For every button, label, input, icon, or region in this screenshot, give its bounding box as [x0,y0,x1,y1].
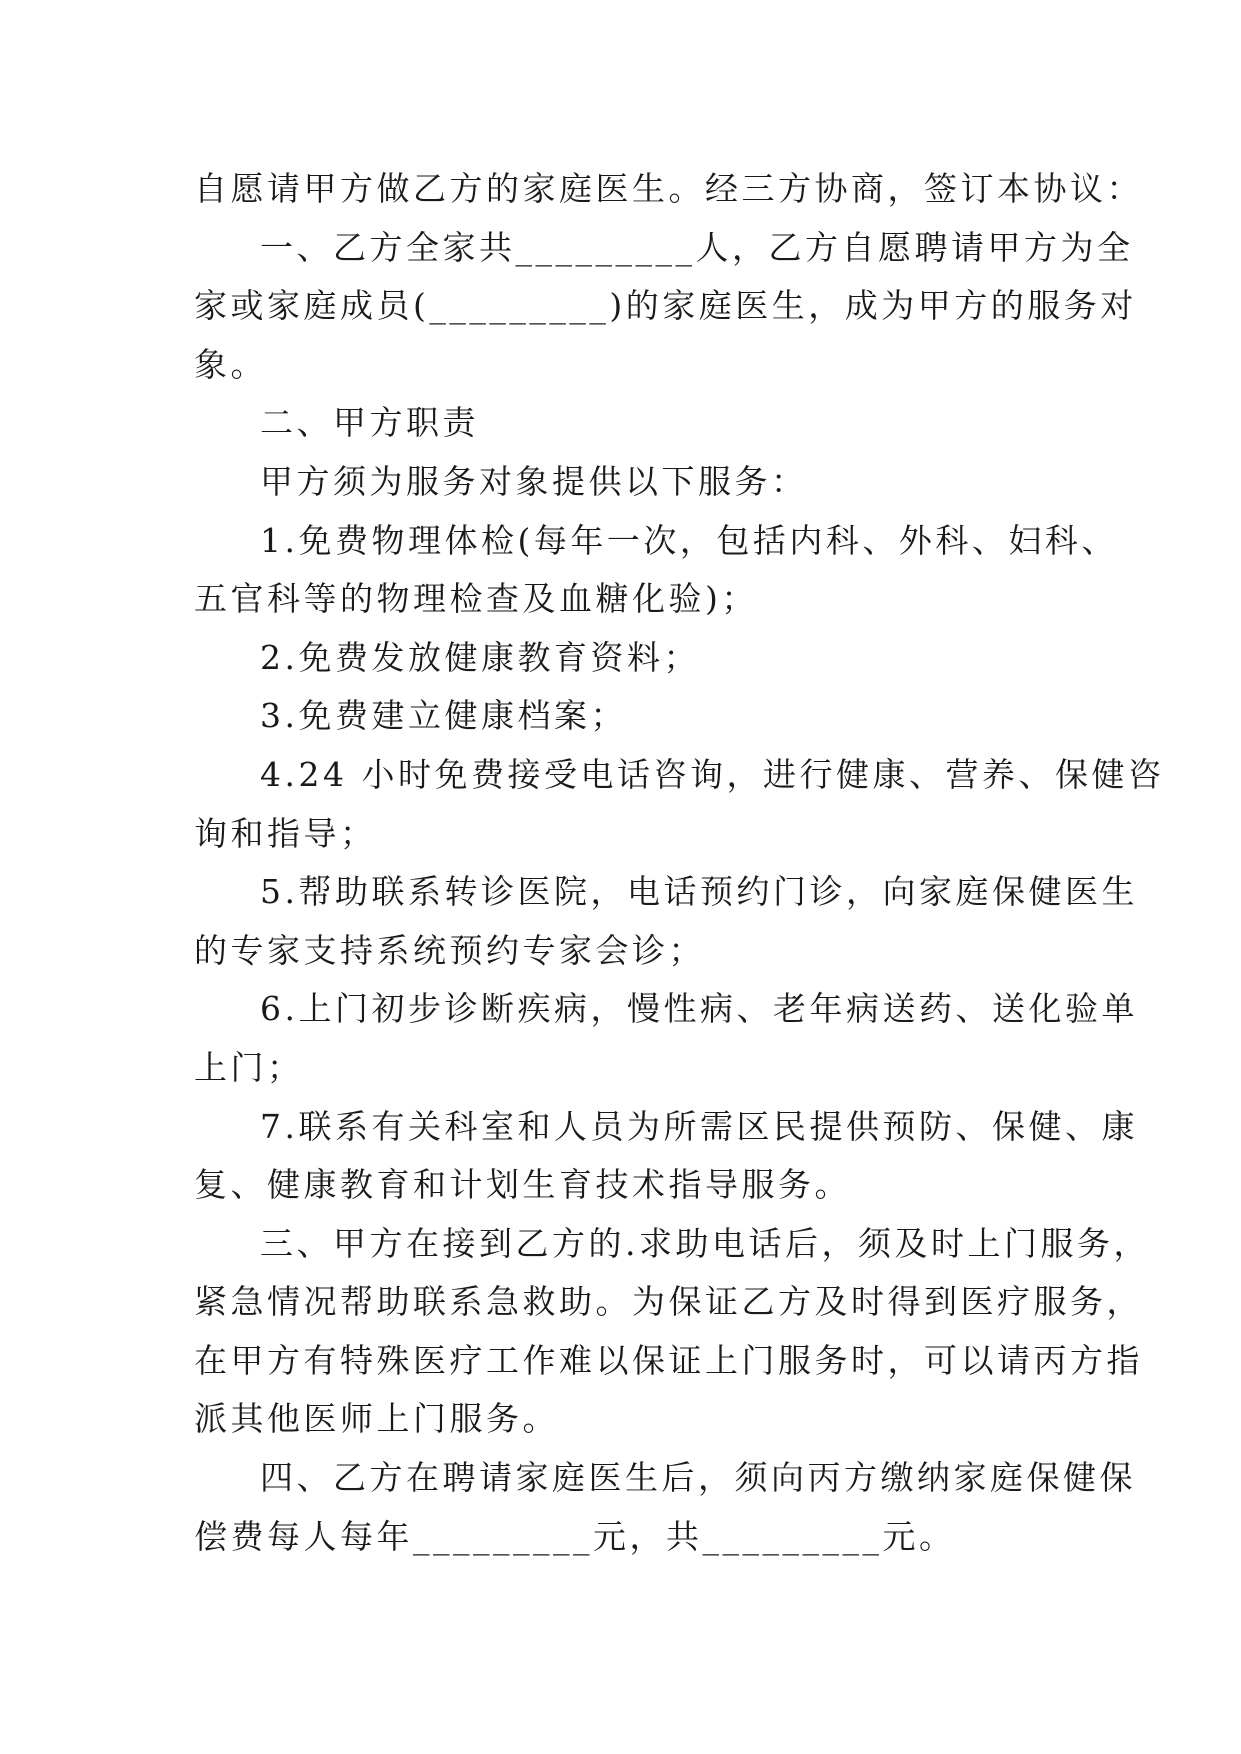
text-line: 派其他医师上门服务。 [194,1399,559,1439]
text-line: 紧急情况帮助联系急救助。为保证乙方及时得到医疗服务， [194,1282,1143,1322]
section-heading: 二、甲方职责 [260,403,479,443]
list-item: 1.免费物理体检(每年一次，包括内科、外科、妇科、 [260,520,1118,560]
text-line: 在甲方有特殊医疗工作难以保证上门服务时，可以请丙方指 [194,1340,1143,1380]
document-body [194,160,1165,1566]
section-paragraph: 三、甲方在接到乙方的.求助电话后，须及时上门服务， [260,1223,1150,1263]
text-line: 家或家庭成员(_________)的家庭医生，成为甲方的服务对 [194,286,1137,326]
text-line: 一、乙方全家共_________人，乙方自愿聘请甲方为全 [260,227,1134,267]
list-item: 7.联系有关科室和人员为所需区民提供预防、保健、康 [260,1106,1138,1146]
list-item: 6.上门初步诊断疾病，慢性病、老年病送药、送化验单 [260,989,1138,1029]
list-item: 2.免费发放健康教育资料； [260,637,700,677]
text-line: 复、健康教育和计划生育技术指导服务。 [194,1165,851,1205]
text-line: 偿费每人每年_________元，共_________元。 [194,1516,956,1556]
text-line: 甲方须为服务对象提供以下服务： [260,461,808,501]
section-paragraph: 四、乙方在聘请家庭医生后，须向丙方缴纳家庭保健保 [260,1458,1136,1498]
text-line: 上门； [194,1047,304,1087]
text-line: 象。 [194,344,267,384]
text-line: 五官科等的物理检查及血糖化验)； [194,579,758,619]
text-line: 询和指导； [194,813,377,853]
list-item: 5.帮助联系转诊医院，电话预约门诊，向家庭保健医生 [260,872,1138,912]
list-item: 3.免费建立健康档案； [260,696,627,736]
text-line: 的专家支持系统预约专家会诊； [194,930,705,970]
text-line: 自愿请甲方做乙方的家庭医生。经三方协商，签订本协议： [194,169,1143,208]
list-item: 4.24 小时免费接受电话咨询，进行健康、营养、保健咨 [260,754,1165,794]
